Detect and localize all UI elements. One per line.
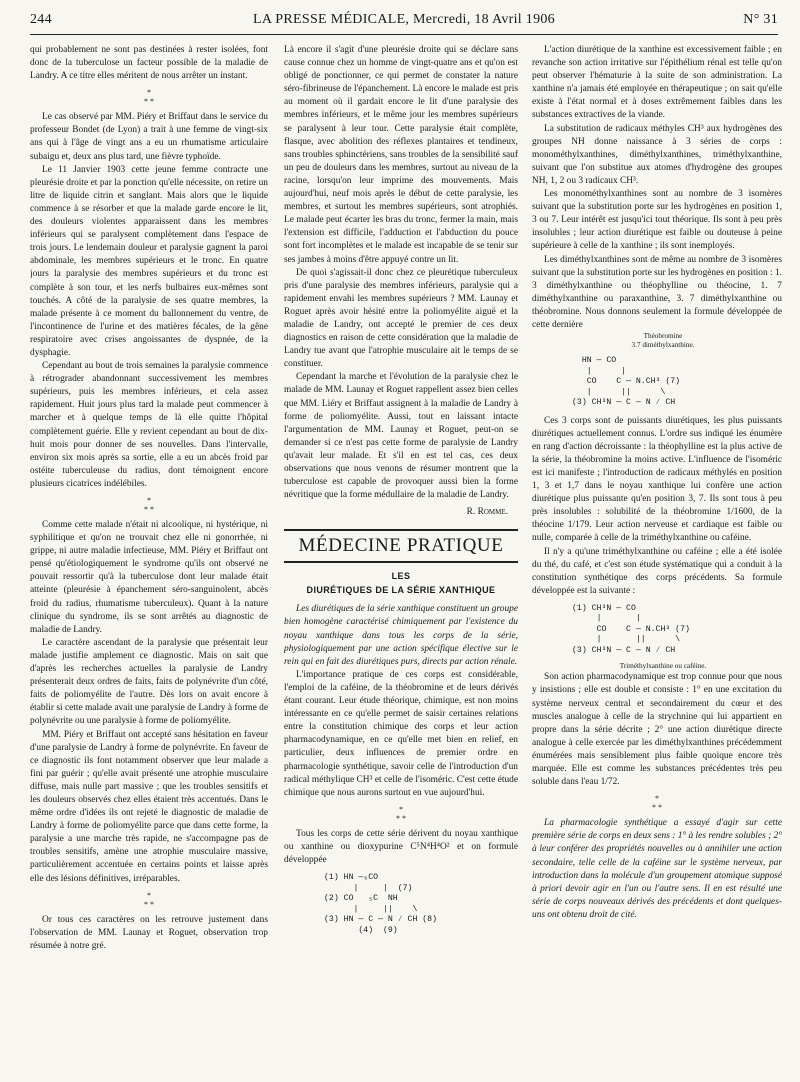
paragraph: Son action pharmacodynamique est trop connue pour que nous y insistions ; elle est double et consiste : 1° en une excitation du système nerveux central et secondairement du cœur et des muscles analogue à celle de la strychnine qui lui appartient en propre dans la série décrite ; 2° une action diurétique directe analogue à celle exercée par les diméthylxanthines précédemment énumérées mais sensiblement plus faible quoique encore très marquée. Elle est comme les substances précédentes très peu soluble dans l'eau 1/72. [532, 672, 782, 788]
article-title [284, 569, 518, 597]
paragraph: Il n'y a qu'une triméthylxanthine ou caféine ; elle a été isolée du thé, du café, et c'est son étude systématique qui a conduit à la constitution synthétique des corps précédents. Sa formule développée est la suivante : [532, 546, 782, 596]
paragraph: Tous les corps de cette série dérivent du noyau xanthique ou xanthine ou dioxypurine C⁵N⁴H⁴O² et on formule développée [284, 828, 518, 865]
xanthine-formula: (1) HN —₆CO | | (7) (2) CO ₅C NH | || \ (3) HN — C — N ⁄ CH (8) (4) (9) [324, 873, 438, 935]
journal-title: LA PRESSE MÉDICALE, Mercredi, 18 Avril 1906 [253, 12, 555, 27]
section-separator: * * * [144, 496, 154, 514]
paragraph: qui probablement ne sont pas destinées à rester isolées, font donc de la tuberculose un facteur possible de la maladie de Landry. A ce titre elles méritent de nous arrêter un instant. [30, 45, 268, 82]
paragraph: Les diurétiques de la série xanthique constituent un groupe bien homogène caractérisé chimiquement par l'existence du noyau xanthique dans tous les corps de la série, physiologiquement par une action spécifique élective sur le rein qui en fait des diurétiques purs, directs par action rénale. [284, 604, 518, 667]
paragraph: De quoi s'agissait-il donc chez ce pleurétique tuberculeux pris d'une paralysie des membres inférieurs, paralysie qui a rapidement envahi les membres supérieurs ? MM. Launay et Roguet après avoir hésité entre la poliomyélite aiguë et la maladie de Landry, ont accepté le premier de ces deux diagnostics en raison de cette considération que la maladie de Landry tue avant que l'atrophie musculaire ait le temps de se constituer. [284, 267, 518, 370]
column-2 [284, 44, 518, 1078]
paragraph: Comme cette malade n'était ni alcoolique, ni hystérique, ni syphilitique et qu'on ne trouvait chez elle ni gonorrhée, ni grippe, ni autre maladie infectieuse, MM. Piéry et Briffaut ont pensé qu'étiologiquement le syndrome qu'ils ont observé ne pouvait ressortir qu'à la tuberculose dont leur malade était atteinte (pleurésie à épanchement séro-sanguinolent, abcès froid du radius, rhumatisme tuberculeux). Quant à la nature clinique du syndrome, ils se sont arrêtés au diagnostic de maladie de Landry. [30, 520, 268, 635]
section-separator: * * * [652, 794, 662, 813]
paragraph: MM. Piéry et Briffaut ont accepté sans hésitation en faveur d'une paralysie de Landry à forme de polynévrite. En faveur de ce diagnostic ils font notamment observer que leur malade a fini par guérir ; qu'elle avait présenté une atrophie musculaire diffuse, mais nulle part massive ; que les troubles sensitifs et les douleurs observés chez elles étaient très accentués. Dans le même ordre d'idées ils ont rejeté le diagnostic de maladie de Landry à forme de poliomyélite parce que dans cette forme, la paralysie a une marche très rapide, ne s'accompagne pas de troubles sensitifs, amène une atrophie musculaire massive, particulièrement accentuée en certains points et laisse après elle des lésions définitives, irréparables. [30, 729, 268, 884]
paragraph: La pharmacologie synthétique a essayé d'agir sur cette première série de corps en deux sens : 1° à les rendre solubles ; 2° à leur conférer des propriétés nouvelles ou à annihiler une action secondaire, telle celle de la caféine sur le système nerveux, par introduction dans la molécule d'un groupement atomique supposé à priori devoir agir en l'un ou l'autre sens. Il en est résulté une série de corps nouveaux dérivés des précédents et dont quelques-uns ont obtenu droit de cité. [532, 818, 782, 920]
article-title-line-1: LES [391, 571, 411, 582]
paragraph: Cependant au bout de trois semaines la paralysie commence à rétrograder abandonnant successivement les membres supérieurs, puis les membres inférieurs, et cela assez rapidement. Huit jours plus tard la malade peut commencer à marcher et à quelque temps de là elle quitte l'hôpital complètement guérie. Elle y revient cependant au bout de dix-huit mois pour donner de ses nouvelles. Dans l'intervalle, environ six mois après sa sortie, elle a eu un abcès froid par ostéite tuberculeuse du radius, dont témoignent encore plusieurs cicatrices indélébiles. [30, 361, 268, 489]
paragraph: La substitution de radicaux méthyles CH³ aux hydrogènes des groupes NH donne naissance à 3 séries de corps : monométhylxanthines, diméthylxanthines, triméthylxanthine, suivant que l'on substitue aux atomes d'hydrogène des groupes NH, 1, 2 ou 3 radicaux CH³. [532, 123, 782, 186]
section-heading: MÉDECINE PRATIQUE [284, 529, 518, 563]
paragraph: Le 11 Janvier 1903 cette jeune femme contracte une pleurésie droite et par la ponction qu'elle nécessite, on retire un litre de liquide citrin et sanglant. Mais alors que le liquide commence à se résorber et que la malade garde encore le lit, des douleurs violentes apparaissent dans les membres inférieurs qui se paralysent complètement dans l'espace de trois jours. Le lendemain douleur et paralysie gagnent la paroi abdominale, les membres supérieurs et le tronc. En quatre jours la paralysie des membres supérieurs et du tronc est complète à son tour, et les nerfs bulbaires eux-mêmes sont touchés. A côté de la paralysie de ses quatre membres, la malade présente à ce moment du ballonnement du ventre, de l'incontinence de l'urine et des matières fécales, de la gêne respiratoire avec crises angoissantes de dyspnée, de la dysphagie. [30, 164, 268, 358]
paragraph: Ces 3 corps sont de puissants diurétiques, les plus puissants diurétiques actuellement connus. L'ordre sus indiqué les énumère en rang d'action décroissante : la théophylline est la plus active de la série, la théobromine la moins active. L'influence de l'isoméric est ici manifeste ; l'introduction de radicaux méthylés en position 1, 3 et 1,7 dans le noyau xanthique lui confère une action diurétique plus puissante qu'en position 3, 7. Ils sont tous à peu près insolubles : solubilité de la théobromine 1/1600, de la théocine 1/179. Leur action nerveuse et cardiaque est faible ou nulle, comparée à celle de la triméthylxanthine ou caféine. [532, 415, 782, 544]
page-header [30, 8, 778, 30]
section-separator: * * * [396, 804, 406, 823]
paragraph: Les diméthylxanthines sont de même au nombre de 3 isomères suivant que la substitution porte sur les hydrogènes en position : 1. 3 diméthylxanthine ou théophylline ou théocine, 1. 7 diméthylxanthine ou paraxanthine, 3. 7 diméthylxanthine ou théobromine. Nous donnons seulement la formule développée de cette dernière [532, 254, 782, 330]
author-signature: R. Romme. [466, 507, 508, 518]
formula-caption: Triméthylxanthine ou caféine. [619, 662, 707, 671]
formula-subtitle: 3.7 diméthylxanthine. [631, 341, 695, 350]
page-number: 244 [30, 12, 52, 27]
theobromine-formula: HN — CO | | CO C — N.CH³ (7) | || \ (3) CH³N — C — N ⁄ CH [572, 356, 681, 408]
column-3 [532, 44, 782, 1078]
paragraph: Or tous ces caractères on les retrouve justement dans l'observation de MM. Launay et Roguet, observation trop résumée à notre gré. [30, 914, 268, 951]
header-rule [30, 34, 778, 35]
column-1 [30, 44, 268, 1078]
section-separator: * * * [144, 890, 154, 909]
caffeine-formula: (1) CH³N — CO | | CO C — N.CH³ (7) | || \ (3) CH³N — C — N ⁄ CH [572, 603, 690, 655]
paragraph: Le cas observé par MM. Piéry et Briffaut dans le service du professeur Bondet (de Lyon) a trait à une femme de vingt-six ans qui à l'âge de vingt ans a eu un rhumatisme articulaire subaigu et, deux ans plus tard, une fièvre typhoïde. [30, 112, 268, 162]
issue-number: N° 31 [743, 12, 778, 27]
paragraph: L'importance pratique de ces corps est considérable, l'emploi de la caféine, de la théobromine et de leurs dérivés étant courant. Leur étude théorique, chimique, est non moins intéressante en ce qu'elle permet de saisir certaines relations entre la constitution chimique des corps et leur action pharmacodynamique, en ce qu'elle met bien en relief, en particulier, deux influences de premier ordre en pharmacologie synthétique, savoir celle de l'introduction d'un radical méthylique CH³ et celle de l'isoméric. C'est cette étude chimique que nous aurons surtout en vue aujourd'hui. [284, 669, 518, 798]
formula-title: Théobromine [643, 332, 683, 341]
paragraph: Là encore il s'agit d'une pleurésie droite qui se déclare sans cause connue chez un homme de vingt-quatre ans et qu'on est obligé de ponctionner, ce qui permet de constater la nature séro-fibrineuse de l'épanchement. Là encore le malade est pris au moment où il gardait encore le lit d'une paralysie des membres inférieurs, et le même jour les membres supérieurs se paralysent à leur tour. Cette paralysie était complète, flasque, avec abolition des réflexes plantaires et tendineux, sans troubles sphinctériens, sans troubles de la sensibilité sauf un peu de douleurs dans les membres, surtout au niveau de la racine, lorsqu'on leur imprime des mouvements. Mais aujourd'hui, neuf mois après le début de cette paralysie, les membres, et surtout les membres supérieurs, sont atrophiés. Le malade peut écarter les bras du tronc, fermer la main, mais l'extension est difficile, l'adduction et l'abduction du pouce sont fort incomplètes et le malade est incapable de se tenir sur ses jambes à moins d'être appuyé contre un lit. [284, 45, 518, 265]
paragraph: Cependant la marche et l'évolution de la paralysie chez le malade de MM. Launay et Roguet rappellent assez bien celles que MM. Liéry et Briffaut assignent à la maladie de Landry à forme de poliomyélite. Aussi, tout en laissant intacte l'argumentation de MM. Launay et Roguet, peut-on se demander si ce n'est pas cette forme de paralysie de Landry qu'avait leur malade. Et s'il en est tel cas, ces deux observations que nous venons de résumer montrent que la tuberculose est capable de provoquer aussi bien la forme névritique que la forme médullaire de la maladie de Landry. [284, 372, 518, 501]
paragraph: L'action diurétique de la xanthine est excessivement faible ; en revanche son action irritative sur l'épithélium rénal est telle qu'on peut observer l'hématurie à la suite de son administration. La xanthine n'a jamais été employée en thérapeutique ; on sait qu'elle existe à l'état normal et à doses extrêmement faibles dans les substances extractives de la viande. [532, 45, 782, 121]
article-title-line-2: DIURÉTIQUES DE LA SÉRIE XANTHIQUE [306, 585, 496, 596]
section-separator: * * * [144, 88, 154, 107]
paragraph: Les monométhylxanthines sont au nombre de 3 isomères suivant que la substitution porte sur les hydrogènes en position 1, 3 ou 7. Leur intérêt est jusqu'ici tout théorique. Ils sont à peu près insolubles ; leur action diurétique est faible ou douteuse à peine supérieure à celle de la xanthine ; ils sont inemployés. [532, 189, 782, 252]
paragraph: Le caractère ascendant de la paralysie que présentait leur malade justifie amplement ce diagnostic. Mais on sait que d'après les recherches actuelles la paralysie de Landry présenterait deux ordres de faits, faits de polynévrite d'un côté, faits de poliomyélite de l'autre. Dès lors on avait encore à établir si cette malade avait une paralysie de Landry à forme de polynévrite ou une paralysie à forme de poliomyélite. [30, 637, 268, 727]
